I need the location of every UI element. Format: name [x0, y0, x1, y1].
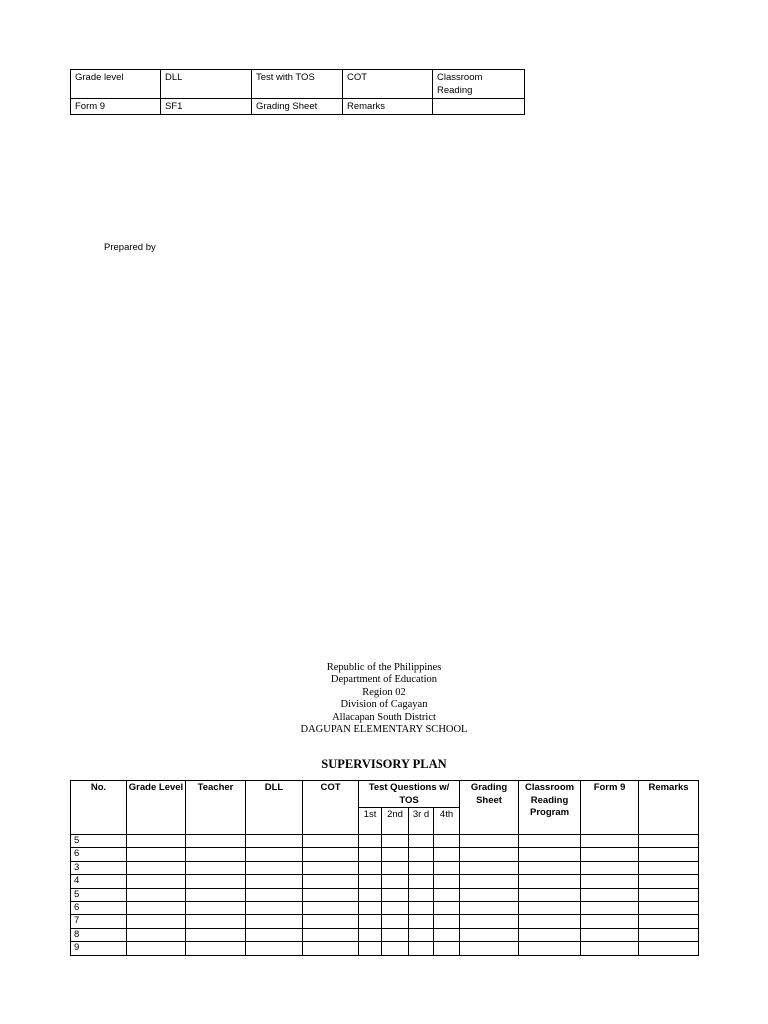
- empty-cell: [409, 942, 434, 955]
- empty-cell: [581, 942, 639, 955]
- empty-cell: [303, 915, 359, 928]
- table-row: [71, 861, 699, 874]
- row-number-cell: 7: [71, 915, 127, 928]
- empty-cell: [460, 942, 519, 955]
- empty-cell: [434, 875, 460, 888]
- checklist-cell: Grading Sheet: [252, 99, 343, 115]
- empty-cell: [519, 928, 581, 941]
- row-number-cell: 6: [71, 848, 127, 861]
- header-line-district: Allacapan South District: [332, 711, 436, 723]
- header-line-division: Division of Cagayan: [340, 699, 428, 711]
- empty-cell: [382, 888, 409, 901]
- empty-cell: [246, 915, 303, 928]
- header-grade-level: Grade Level: [127, 781, 186, 835]
- empty-cell: [434, 901, 460, 914]
- empty-cell: [519, 848, 581, 861]
- table-row: [71, 928, 699, 941]
- empty-cell: [581, 861, 639, 874]
- empty-cell: [460, 915, 519, 928]
- empty-cell: [639, 901, 699, 914]
- empty-cell: [581, 888, 639, 901]
- empty-cell: [303, 942, 359, 955]
- empty-cell: [382, 861, 409, 874]
- empty-cell: [127, 888, 186, 901]
- empty-cell: [186, 835, 246, 848]
- empty-cell: [359, 901, 382, 914]
- empty-cell: [303, 861, 359, 874]
- checklist-cell: SF1: [161, 99, 252, 115]
- table-row: [71, 835, 699, 848]
- empty-cell: [434, 942, 460, 955]
- empty-cell: [127, 835, 186, 848]
- empty-cell: [186, 901, 246, 914]
- row-number-cell: 5: [71, 835, 127, 848]
- header-remarks: Remarks: [639, 781, 699, 835]
- empty-cell: [359, 928, 382, 941]
- empty-cell: [186, 848, 246, 861]
- empty-cell: [382, 848, 409, 861]
- empty-cell: [519, 942, 581, 955]
- empty-cell: [359, 915, 382, 928]
- prepared-by-label: Prepared by: [104, 242, 156, 253]
- checklist-cell: DLL: [161, 70, 252, 99]
- row-number-cell: 3: [71, 861, 127, 874]
- empty-cell: [382, 915, 409, 928]
- empty-cell: [186, 875, 246, 888]
- empty-cell: [186, 942, 246, 955]
- empty-cell: [460, 875, 519, 888]
- document-header: [0, 662, 768, 736]
- empty-cell: [409, 888, 434, 901]
- header-no: No.: [71, 781, 127, 835]
- header-line-region: Region 02: [362, 686, 406, 698]
- empty-cell: [581, 875, 639, 888]
- empty-cell: [409, 835, 434, 848]
- header-line-republic: Republic of the Philippines: [326, 662, 442, 673]
- header-line-department: Department of Education: [330, 674, 438, 686]
- empty-cell: [303, 875, 359, 888]
- empty-cell: [246, 942, 303, 955]
- empty-cell: [460, 928, 519, 941]
- empty-cell: [519, 888, 581, 901]
- empty-cell: [460, 848, 519, 861]
- empty-cell: [186, 861, 246, 874]
- empty-cell: [359, 942, 382, 955]
- empty-cell: [382, 928, 409, 941]
- empty-cell: [127, 942, 186, 955]
- empty-cell: [581, 901, 639, 914]
- subheader-4th: 4th: [434, 808, 460, 835]
- empty-cell: [639, 848, 699, 861]
- empty-cell: [519, 915, 581, 928]
- row-number-cell: 4: [71, 875, 127, 888]
- row-number-cell: 8: [71, 928, 127, 941]
- empty-cell: [303, 848, 359, 861]
- empty-cell: [246, 901, 303, 914]
- table-row: [71, 915, 699, 928]
- empty-cell: [409, 875, 434, 888]
- empty-cell: [639, 915, 699, 928]
- header-classroom-reading: Classroom Reading Program: [519, 781, 581, 835]
- empty-cell: [519, 861, 581, 874]
- empty-cell: [303, 835, 359, 848]
- empty-cell: [581, 915, 639, 928]
- empty-cell: [186, 915, 246, 928]
- empty-cell: [246, 888, 303, 901]
- checklist-cell: Test with TOS: [252, 70, 343, 99]
- empty-cell: [639, 861, 699, 874]
- empty-cell: [460, 901, 519, 914]
- empty-cell: [639, 888, 699, 901]
- empty-cell: [359, 888, 382, 901]
- empty-cell: [359, 835, 382, 848]
- empty-cell: [186, 888, 246, 901]
- checklist-cell: Remarks: [343, 99, 433, 115]
- empty-cell: [460, 835, 519, 848]
- subheader-1st: 1st: [359, 808, 382, 835]
- empty-cell: [409, 901, 434, 914]
- checklist-table: [70, 69, 525, 115]
- empty-cell: [246, 835, 303, 848]
- empty-cell: [303, 888, 359, 901]
- empty-cell: [581, 928, 639, 941]
- checklist-row: [71, 99, 525, 115]
- empty-cell: [639, 928, 699, 941]
- empty-cell: [359, 848, 382, 861]
- checklist-cell: Classroom Reading: [433, 70, 525, 99]
- empty-cell: [434, 848, 460, 861]
- header-test-questions: Test Questions w/ TOS: [359, 781, 460, 808]
- header-grading-sheet: Grading Sheet: [460, 781, 519, 835]
- empty-cell: [127, 875, 186, 888]
- checklist-cell: Form 9: [71, 99, 161, 115]
- subheader-2nd: 2nd: [382, 808, 409, 835]
- row-number-cell: 9: [71, 942, 127, 955]
- empty-cell: [581, 848, 639, 861]
- empty-cell: [581, 835, 639, 848]
- empty-cell: [359, 861, 382, 874]
- empty-cell: [246, 861, 303, 874]
- header-dll: DLL: [246, 781, 303, 835]
- empty-cell: [409, 928, 434, 941]
- table-row: [71, 888, 699, 901]
- empty-cell: [519, 901, 581, 914]
- empty-cell: [409, 915, 434, 928]
- table-row: [71, 942, 699, 955]
- empty-cell: [460, 888, 519, 901]
- empty-cell: [382, 901, 409, 914]
- empty-cell: [382, 942, 409, 955]
- checklist-row: [71, 70, 525, 99]
- empty-cell: [382, 835, 409, 848]
- table-row: [71, 848, 699, 861]
- table-row: [71, 901, 699, 914]
- empty-cell: [127, 861, 186, 874]
- subheader-3rd: 3r d: [409, 808, 434, 835]
- empty-cell: [434, 928, 460, 941]
- checklist-cell: Grade level: [71, 70, 161, 99]
- empty-cell: [639, 835, 699, 848]
- empty-cell: [246, 928, 303, 941]
- empty-cell: [127, 928, 186, 941]
- empty-cell: [460, 861, 519, 874]
- header-cot: COT: [303, 781, 359, 835]
- row-number-cell: 5: [71, 888, 127, 901]
- empty-cell: [382, 875, 409, 888]
- empty-cell: [519, 835, 581, 848]
- checklist-table-body: [71, 70, 525, 115]
- header-form9: Form 9: [581, 781, 639, 835]
- empty-cell: [519, 875, 581, 888]
- empty-cell: [127, 915, 186, 928]
- empty-cell: [434, 835, 460, 848]
- empty-cell: [246, 875, 303, 888]
- header-line-school: DAGUPAN ELEMENTARY SCHOOL: [300, 724, 468, 736]
- empty-cell: [359, 875, 382, 888]
- empty-cell: [409, 848, 434, 861]
- empty-cell: [186, 928, 246, 941]
- plan-title: SUPERVISORY PLAN: [321, 757, 447, 771]
- header-teacher: Teacher: [186, 781, 246, 835]
- supervisory-plan-table: [70, 780, 699, 956]
- supervisory-table-body: [71, 835, 699, 956]
- supervisory-table-head: [71, 781, 699, 835]
- empty-cell: [303, 928, 359, 941]
- empty-cell: [127, 848, 186, 861]
- checklist-cell: [433, 99, 525, 115]
- table-row: [71, 875, 699, 888]
- empty-cell: [246, 848, 303, 861]
- empty-cell: [303, 901, 359, 914]
- empty-cell: [127, 901, 186, 914]
- empty-cell: [639, 875, 699, 888]
- empty-cell: [434, 915, 460, 928]
- row-number-cell: 6: [71, 901, 127, 914]
- checklist-cell: COT: [343, 70, 433, 99]
- empty-cell: [639, 942, 699, 955]
- empty-cell: [434, 861, 460, 874]
- empty-cell: [434, 888, 460, 901]
- empty-cell: [409, 861, 434, 874]
